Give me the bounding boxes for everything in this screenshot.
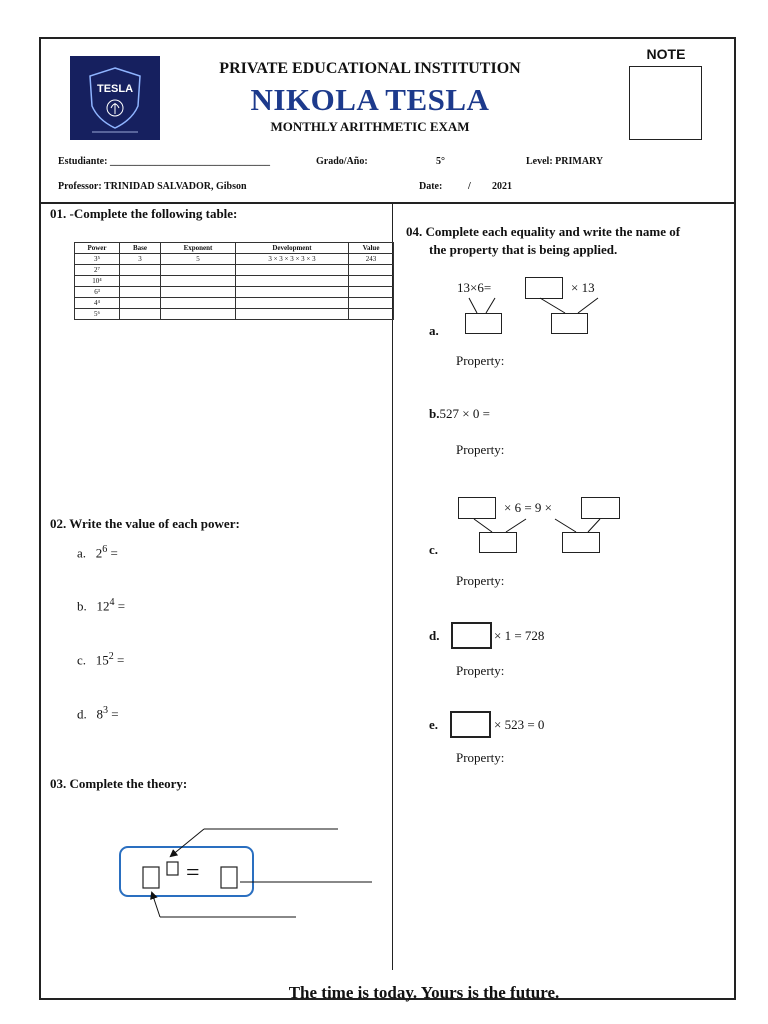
table-cell: 2⁷ — [75, 265, 120, 276]
q4-title-line1: 04. Complete each equality and write the name of — [406, 224, 681, 239]
date-label: Date: — [419, 181, 443, 192]
q2-item-a[interactable]: a. $2^6$ = — [77, 544, 118, 561]
equals-sign: = — [186, 860, 200, 886]
grade-value: 5° — [436, 156, 445, 167]
table-cell: 243 — [349, 254, 394, 265]
table-cell: 3⁵ — [75, 254, 120, 265]
table-cell: 3 — [120, 254, 161, 265]
q4b-expression[interactable]: b.527 × 0 = — [429, 406, 490, 421]
q4a-left-expr: 13×6= — [457, 280, 492, 295]
q4b-property[interactable]: Property: — [456, 442, 505, 457]
level-text: Level: PRIMARY — [526, 156, 604, 167]
q3-title: 03. Complete the theory: — [50, 776, 188, 791]
exam-title: MONTHLY ARITHMETIC EXAM — [270, 119, 470, 134]
date-year: 2021 — [492, 181, 512, 192]
table-cell: 3 × 3 × 3 × 3 × 3 — [236, 254, 349, 265]
table-cell: 4⁴ — [75, 298, 120, 309]
q4d-label: d. — [429, 628, 440, 643]
q2-item-c[interactable]: c. $15^2$ = — [77, 651, 125, 668]
q1-title: 01. -Complete the following table: — [50, 206, 238, 221]
student-label: Estudiante: — [58, 156, 110, 167]
q4a-property[interactable]: Property: — [456, 353, 505, 368]
col-header: Exponent — [161, 243, 236, 254]
grade-label: Grado/Año: — [316, 156, 368, 167]
q2-item-d[interactable]: d. $8^3$ = — [77, 705, 119, 722]
q4e-property[interactable]: Property: — [456, 750, 505, 765]
professor-text: Professor: TRINIDAD SALVADOR, Gibson — [58, 181, 247, 192]
table-cell: 6³ — [75, 287, 120, 298]
institution-name: PRIVATE EDUCATIONAL INSTITUTION — [219, 60, 521, 77]
q4d-answer-box[interactable] — [451, 622, 492, 649]
q4a-label: a. — [429, 323, 439, 338]
school-name: NIKOLA TESLA — [250, 82, 490, 117]
q4c-property[interactable]: Property: — [456, 573, 505, 588]
footer-slogan: The time is today. Yours is the future. — [288, 983, 560, 1002]
student-blank[interactable]: ________________________________ — [109, 156, 270, 167]
q2-item-b[interactable]: b. $12^4$ = — [77, 597, 126, 614]
col-header: Base — [120, 243, 161, 254]
table-cell: 10⁴ — [75, 276, 120, 287]
col-header: Value — [349, 243, 394, 254]
q4c-middle-expr: × 6 = 9 × — [504, 500, 552, 515]
q4a-right-expr: × 13 — [571, 280, 595, 295]
q4-title-line2: the property that is being applied. — [429, 242, 618, 257]
logo-text: TESLA — [96, 83, 134, 95]
q4d-property[interactable]: Property: — [456, 663, 505, 678]
q2-title: 02. Write the value of each power: — [50, 516, 240, 531]
q4e-expression: × 523 = 0 — [494, 717, 545, 732]
table-cell: 5⁶ — [75, 309, 120, 320]
col-header: Power — [75, 243, 120, 254]
q4e-label: e. — [429, 717, 439, 732]
note-label: NOTE — [646, 46, 686, 62]
date-slash: / — [468, 181, 471, 192]
q4e-answer-box[interactable] — [450, 711, 491, 738]
table-cell: 5 — [161, 254, 236, 265]
q4d-expression: × 1 = 728 — [494, 628, 545, 643]
col-header: Development — [236, 243, 349, 254]
q4c-label: c. — [429, 542, 439, 557]
